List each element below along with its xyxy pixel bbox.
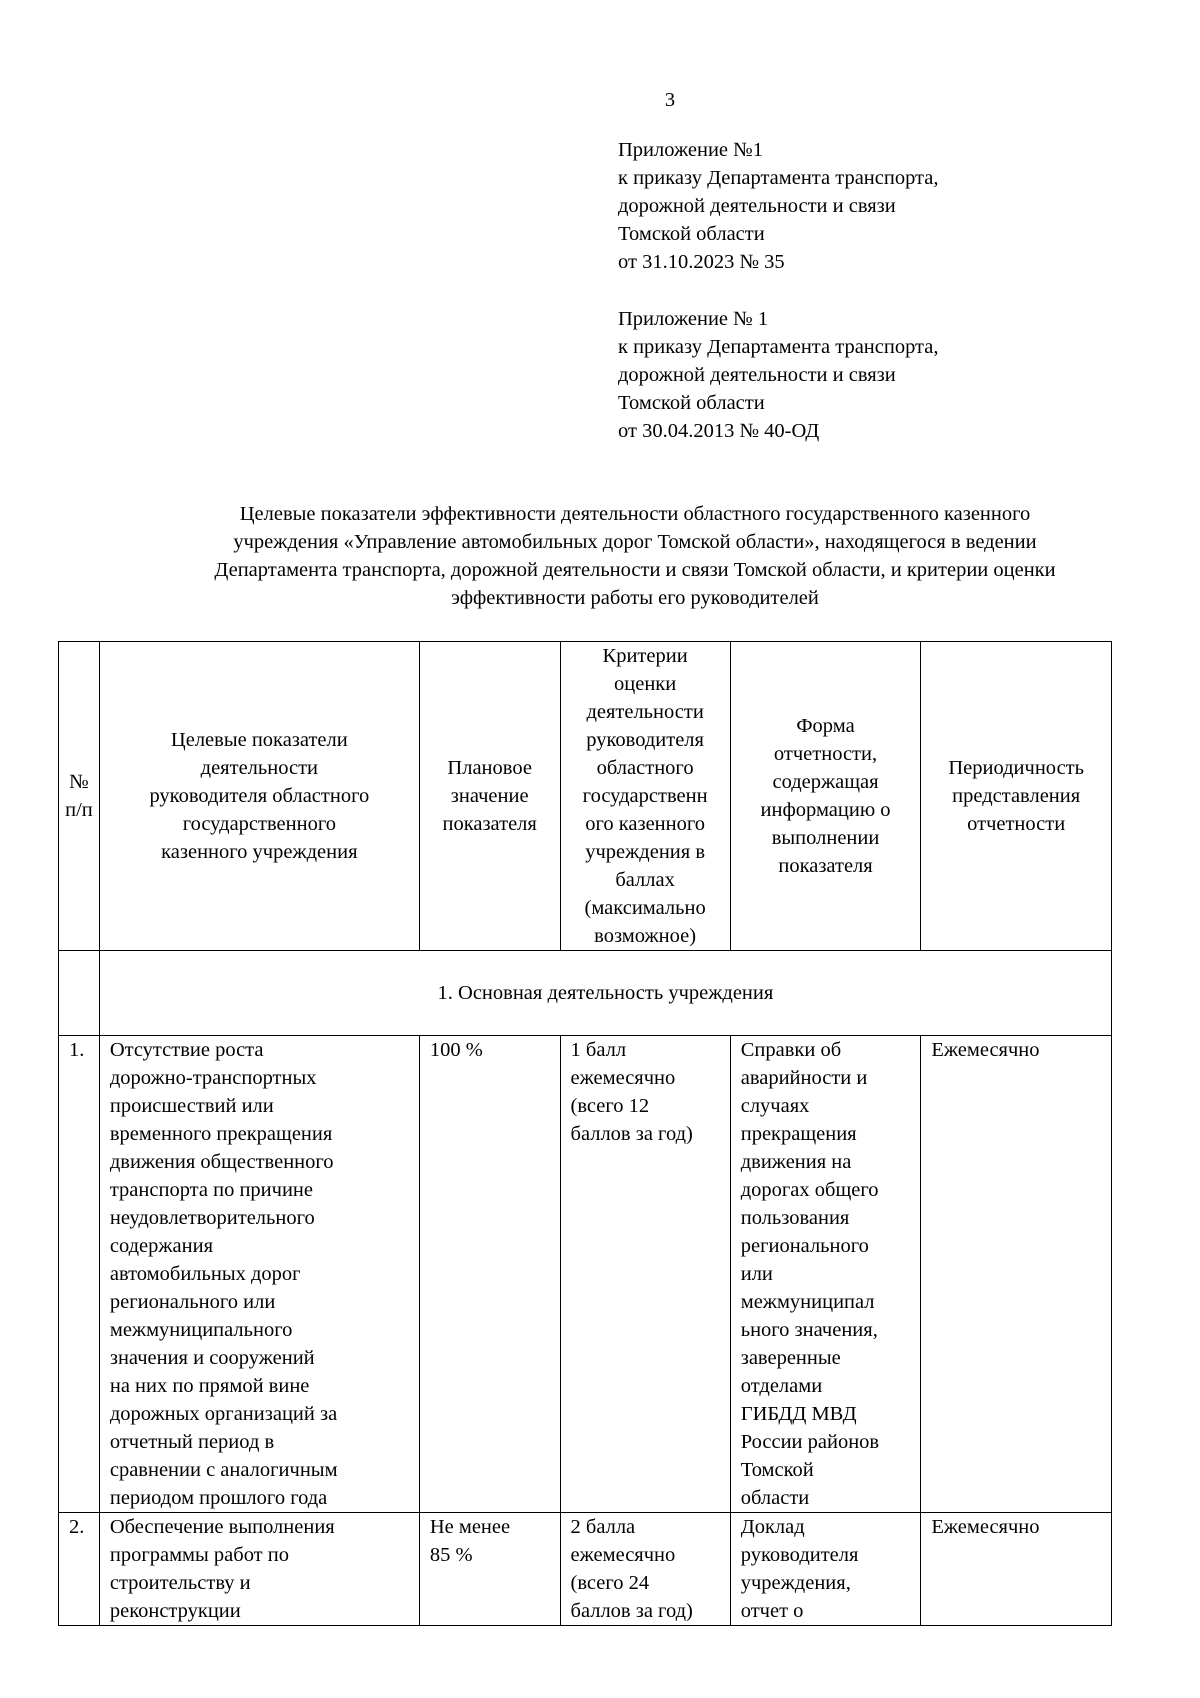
section-row (59, 951, 1112, 1036)
row-num: 1. (59, 1036, 100, 1513)
row-indicator: Отсутствие роста дорожно-транспортных происшествий или временного прекращения движения общественного транспорта по причине неудовлетворительного содержания автомобильных дорог регионального или межмуниципального значения и сооружений на них по прямой вине дорожных организаций за отчетный период в сравнении с аналогичным периодом прошлого года (99, 1036, 419, 1513)
header-form: Форма отчетности, содержащая информацию о выполнении показателя (730, 642, 921, 951)
header-num: № п/п (59, 642, 100, 951)
row-num: 2. (59, 1513, 100, 1626)
appendix-1-line: к приказу Департамента транспорта, (618, 167, 939, 189)
section-title: 1. Основная деятельность учреждения (99, 951, 1111, 1036)
appendix-1-line: от 31.10.2023 № 35 (618, 251, 785, 273)
table-header-row (59, 642, 1112, 951)
appendix-1-line: Томской области (618, 223, 765, 245)
appendix-2-line: Приложение № 1 (618, 308, 769, 330)
appendix-2-line: дорожной деятельности и связи (618, 364, 896, 386)
table-row (59, 1513, 1112, 1626)
row-plan: 100 % (419, 1036, 560, 1513)
table-row (59, 1036, 1112, 1513)
title-line: Департамента транспорта, дорожной деятельности и связи Томской области, и критерии оценки (214, 559, 1056, 581)
appendix-1-header (618, 136, 1158, 276)
row-indicator: Обеспечение выполнения программы работ по строительству и реконструкции (99, 1513, 419, 1626)
appendix-1-line: Приложение №1 (618, 139, 763, 161)
row-form: Справки об аварийности и случаях прекращения движения на дорогах общего пользования регионального или межмуниципал ьного значения, заверенные отделами ГИБДД МВД России районов Томской области (730, 1036, 921, 1513)
header-criteria: Критерии оценки деятельности руководителя областного государственн ого казенного учреждения в баллах (максимально возможное) (560, 642, 730, 951)
row-plan: Не менее 85 % (419, 1513, 560, 1626)
indicators-table (58, 641, 1112, 1626)
appendix-2-header (618, 305, 1158, 445)
row-form: Доклад руководителя учреждения, отчет о (730, 1513, 921, 1626)
row-criteria: 1 балл ежемесячно (всего 12 баллов за год) (560, 1036, 730, 1513)
header-indicators: Целевые показатели деятельности руководителя областного государственного казенного учреждения (99, 642, 419, 951)
document-title (110, 500, 1160, 612)
title-line: Целевые показатели эффективности деятельности областного государственного казенного (239, 503, 1031, 525)
title-line: эффективности работы его руководителей (451, 587, 819, 609)
appendix-2-line: от 30.04.2013 № 40-ОД (618, 420, 820, 442)
page-number: 3 (664, 89, 676, 111)
header-period: Периодичность представления отчетности (921, 642, 1112, 951)
row-period: Ежемесячно (921, 1513, 1112, 1626)
appendix-2-line: к приказу Департамента транспорта, (618, 336, 939, 358)
appendix-1-line: дорожной деятельности и связи (618, 195, 896, 217)
appendix-2-line: Томской области (618, 392, 765, 414)
header-plan: Плановое значение показателя (419, 642, 560, 951)
row-period: Ежемесячно (921, 1036, 1112, 1513)
title-line: учреждения «Управление автомобильных дорог Томской области», находящегося в ведении (233, 531, 1037, 553)
section-empty-cell (59, 951, 100, 1036)
row-criteria: 2 балла ежемесячно (всего 24 баллов за год) (560, 1513, 730, 1626)
